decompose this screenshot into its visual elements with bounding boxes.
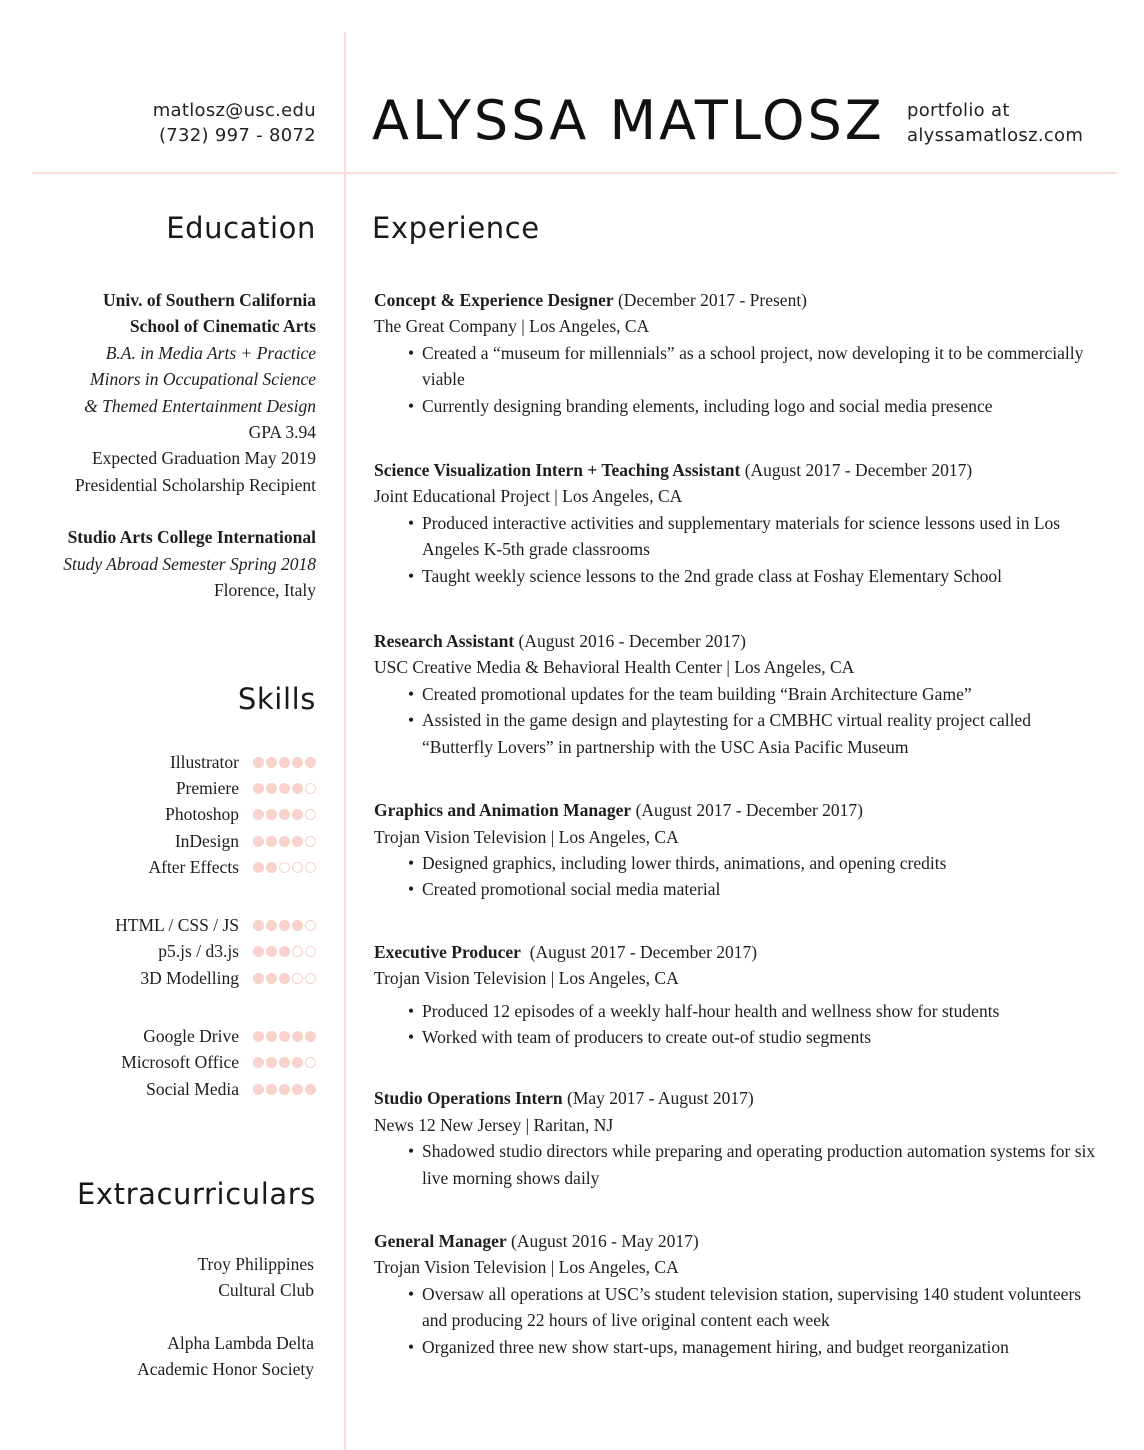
job-dates: (August 2017 - December 2017) xyxy=(740,460,973,481)
filled-dot-icon xyxy=(266,836,277,847)
job-entry xyxy=(374,1228,1104,1360)
skill-row xyxy=(40,965,316,991)
filled-dot-icon xyxy=(266,1084,277,1095)
filled-dot-icon xyxy=(253,836,264,847)
company: News 12 New Jersey | Raritan, NJ xyxy=(374,1114,614,1135)
filled-dot-icon xyxy=(305,757,316,768)
skill-row xyxy=(40,939,316,965)
school-location: Florence, Italy xyxy=(213,580,316,601)
skill-name: HTML / CSS / JS xyxy=(115,915,239,936)
job-role: Science Visualization Intern + Teaching Assistant xyxy=(374,460,741,481)
filled-dot-icon xyxy=(266,783,277,794)
horizontal-divider xyxy=(32,172,1116,174)
club-name: Troy Philippines xyxy=(197,1254,314,1274)
school-division: School of Cinematic Arts xyxy=(129,316,316,337)
empty-dot-icon xyxy=(292,946,303,957)
job-dates: (August 2016 - December 2017) xyxy=(514,631,746,652)
skill-rating xyxy=(253,783,316,794)
list-item: • Organized three new show start-ups, management hiring, and budget reorganization xyxy=(408,1334,1104,1360)
experience-heading: Experience xyxy=(372,211,540,245)
skill-name: Google Drive xyxy=(143,1026,239,1047)
empty-dot-icon xyxy=(305,862,316,873)
job-title xyxy=(374,1228,1104,1254)
job-dates: (August 2017 - December 2017) xyxy=(631,800,864,821)
filled-dot-icon xyxy=(253,1031,264,1042)
job-entry xyxy=(374,939,1104,1051)
filled-dot-icon xyxy=(266,920,277,931)
minors: Minors in Occupational Science xyxy=(90,369,316,390)
job-title xyxy=(374,797,1104,823)
filled-dot-icon xyxy=(266,1031,277,1042)
skill-rating xyxy=(253,862,316,873)
skill-name: 3D Modelling xyxy=(140,967,239,988)
filled-dot-icon xyxy=(279,757,290,768)
list-item: • Created promotional updates for the team building “Brain Architecture Game” xyxy=(408,681,1104,707)
skill-name: p5.js / d3.js xyxy=(158,941,239,962)
job-role: Research Assistant xyxy=(374,631,515,652)
filled-dot-icon xyxy=(279,946,290,957)
skill-rating xyxy=(253,809,316,820)
skill-row xyxy=(40,1076,316,1102)
filled-dot-icon xyxy=(292,920,303,931)
filled-dot-icon xyxy=(266,809,277,820)
school-name: Studio Arts College International xyxy=(67,527,316,548)
experience-list xyxy=(374,287,1104,1360)
filled-dot-icon xyxy=(279,973,290,984)
filled-dot-icon xyxy=(292,836,303,847)
graduation-date: Expected Graduation May 2019 xyxy=(91,448,316,469)
empty-dot-icon xyxy=(279,862,290,873)
company: Trojan Vision Television | Los Angeles, CA xyxy=(374,968,679,989)
filled-dot-icon xyxy=(253,946,264,957)
job-bullets xyxy=(374,850,1104,903)
skill-name: Premiere xyxy=(175,777,239,798)
empty-dot-icon xyxy=(305,946,316,957)
job-bullets xyxy=(374,340,1104,419)
empty-dot-icon xyxy=(305,783,316,794)
education-heading: Education xyxy=(166,211,316,245)
filled-dot-icon xyxy=(279,809,290,820)
skill-row xyxy=(40,854,316,880)
list-item: • Produced interactive activities and supplementary materials for science lessons used in Los Angeles K-5th grade classrooms xyxy=(408,510,1104,563)
company: The Great Company | Los Angeles, CA xyxy=(374,316,650,337)
job-role: Graphics and Animation Manager xyxy=(374,800,632,821)
minors-continued: & Themed Entertainment Design xyxy=(84,395,316,416)
job-title xyxy=(374,457,1104,483)
vertical-divider xyxy=(344,32,346,1450)
company: Joint Educational Project | Los Angeles, CA xyxy=(374,486,683,507)
job-dates: (May 2017 - August 2017) xyxy=(562,1088,754,1109)
email[interactable]: matlosz@usc.edu xyxy=(152,100,316,121)
filled-dot-icon xyxy=(253,783,264,794)
list-item: • Shadowed studio directors while preparing and operating production automation systems for six live morning shows daily xyxy=(408,1138,1104,1191)
skill-name: Microsoft Office xyxy=(121,1052,239,1073)
skill-rating xyxy=(253,920,316,931)
filled-dot-icon xyxy=(279,920,290,931)
filled-dot-icon xyxy=(253,973,264,984)
filled-dot-icon xyxy=(266,1057,277,1068)
list-item: • Designed graphics, including lower thirds, animations, and opening credits xyxy=(408,850,1104,876)
filled-dot-icon xyxy=(266,973,277,984)
skill-row xyxy=(40,749,316,775)
skill-row xyxy=(40,775,316,801)
extracurriculars-heading: Extracurriculars xyxy=(76,1177,316,1211)
job-entry xyxy=(374,287,1104,419)
job-title xyxy=(374,287,1104,313)
filled-dot-icon xyxy=(279,1084,290,1095)
job-dates: (December 2017 - Present) xyxy=(613,290,808,310)
job-bullets xyxy=(374,681,1104,760)
filled-dot-icon xyxy=(292,1084,303,1095)
job-dates: (August 2016 - May 2017) xyxy=(506,1230,699,1251)
job-dates: (August 2017 - December 2017) xyxy=(520,941,758,962)
company: Trojan Vision Television | Los Angeles, CA xyxy=(374,1257,679,1278)
skill-rating xyxy=(253,973,316,984)
skill-row xyxy=(40,1050,316,1076)
skill-rating xyxy=(253,1057,316,1068)
list-item: • Produced 12 episodes of a weekly half-hour health and wellness show for students xyxy=(408,998,1104,1024)
portfolio-info xyxy=(907,98,1083,148)
skill-rating xyxy=(253,836,316,847)
portfolio-link[interactable]: alyssamatlosz.com xyxy=(907,125,1084,146)
filled-dot-icon xyxy=(266,946,277,957)
job-entry xyxy=(374,628,1104,760)
phone[interactable]: (732) 997 - 8072 xyxy=(158,125,316,146)
skill-row xyxy=(40,912,316,938)
list-item: • Taught weekly science lessons to the 2nd grade class at Foshay Elementary School xyxy=(408,563,1104,589)
skill-row xyxy=(40,828,316,854)
skill-rating xyxy=(253,946,316,957)
filled-dot-icon xyxy=(253,862,264,873)
list-item: • Created a “museum for millennials” as a school project, now developing it to be commercially viable xyxy=(408,340,1104,393)
job-entry xyxy=(374,797,1104,903)
filled-dot-icon xyxy=(292,783,303,794)
skills-heading: Skills xyxy=(237,682,316,716)
list-item: • Currently designing branding elements, including logo and social media presence xyxy=(408,393,1104,419)
filled-dot-icon xyxy=(266,757,277,768)
filled-dot-icon xyxy=(266,862,277,873)
skill-rating xyxy=(253,757,316,768)
education-section xyxy=(63,287,316,603)
candidate-name: ALYSSA MATLOSZ xyxy=(372,89,885,152)
skill-name: InDesign xyxy=(174,830,239,851)
extracurriculars-list xyxy=(137,1251,314,1409)
filled-dot-icon xyxy=(253,1084,264,1095)
skill-row xyxy=(40,802,316,828)
filled-dot-icon xyxy=(292,757,303,768)
filled-dot-icon xyxy=(279,783,290,794)
job-bullets xyxy=(374,998,1104,1051)
empty-dot-icon xyxy=(305,809,316,820)
job-role: General Manager xyxy=(374,1230,507,1251)
list-item xyxy=(137,1330,314,1383)
filled-dot-icon xyxy=(292,1031,303,1042)
contact-info xyxy=(153,98,316,148)
list-item xyxy=(137,1251,314,1304)
skill-name: Photoshop xyxy=(165,804,239,825)
filled-dot-icon xyxy=(292,809,303,820)
job-bullets xyxy=(374,1138,1104,1191)
job-title xyxy=(374,1085,1104,1111)
filled-dot-icon xyxy=(253,757,264,768)
club-name-continued: Cultural Club xyxy=(218,1280,314,1301)
filled-dot-icon xyxy=(279,1057,290,1068)
filled-dot-icon xyxy=(253,920,264,931)
skill-name: Social Media xyxy=(146,1078,239,1099)
job-bullets xyxy=(374,1281,1104,1360)
list-item: • Worked with team of producers to create out-of studio segments xyxy=(408,1024,1104,1050)
skill-row xyxy=(40,1023,316,1049)
empty-dot-icon xyxy=(305,836,316,847)
company: USC Creative Media & Behavioral Health Center | Los Angeles, CA xyxy=(374,657,855,678)
empty-dot-icon xyxy=(305,973,316,984)
skill-name: After Effects xyxy=(148,856,239,877)
job-entry xyxy=(374,457,1104,589)
job-entry xyxy=(374,1085,1104,1191)
empty-dot-icon xyxy=(292,862,303,873)
company: Trojan Vision Television | Los Angeles, CA xyxy=(374,826,679,847)
degree: B.A. in Media Arts + Practice xyxy=(105,342,316,363)
skills-list xyxy=(40,749,316,1102)
list-item: • Created promotional social media material xyxy=(408,876,1104,902)
job-role: Concept & Experience Designer xyxy=(374,290,614,310)
gpa: GPA 3.94 xyxy=(248,422,316,443)
skill-rating xyxy=(253,1031,316,1042)
skill-rating xyxy=(253,1084,316,1095)
list-item: • Oversaw all operations at USC’s student television station, supervising 140 student volunteers and producing 22 hours of live original content each week xyxy=(408,1281,1104,1334)
job-bullets xyxy=(374,510,1104,589)
filled-dot-icon xyxy=(253,1057,264,1068)
filled-dot-icon xyxy=(253,809,264,820)
skill-name: Illustrator xyxy=(169,751,239,772)
empty-dot-icon xyxy=(292,973,303,984)
study-abroad: Study Abroad Semester Spring 2018 xyxy=(63,553,316,574)
filled-dot-icon xyxy=(279,836,290,847)
empty-dot-icon xyxy=(305,920,316,931)
job-role: Studio Operations Intern xyxy=(374,1088,563,1109)
filled-dot-icon xyxy=(292,1057,303,1068)
filled-dot-icon xyxy=(305,1031,316,1042)
club-name-continued: Academic Honor Society xyxy=(137,1359,314,1380)
filled-dot-icon xyxy=(279,1031,290,1042)
job-title xyxy=(374,939,1104,965)
filled-dot-icon xyxy=(305,1084,316,1095)
school-name: Univ. of Southern California xyxy=(103,290,316,310)
job-title xyxy=(374,628,1104,654)
job-role: Executive Producer xyxy=(374,941,521,962)
club-name: Alpha Lambda Delta xyxy=(167,1332,314,1353)
scholarship: Presidential Scholarship Recipient xyxy=(74,474,316,495)
portfolio-label: portfolio at xyxy=(907,100,1010,121)
empty-dot-icon xyxy=(305,1057,316,1068)
list-item: • Assisted in the game design and playtesting for a CMBHC virtual reality project called “Butterfly Lovers” in partnership with the USC Asia Pacific Museum xyxy=(408,707,1104,760)
